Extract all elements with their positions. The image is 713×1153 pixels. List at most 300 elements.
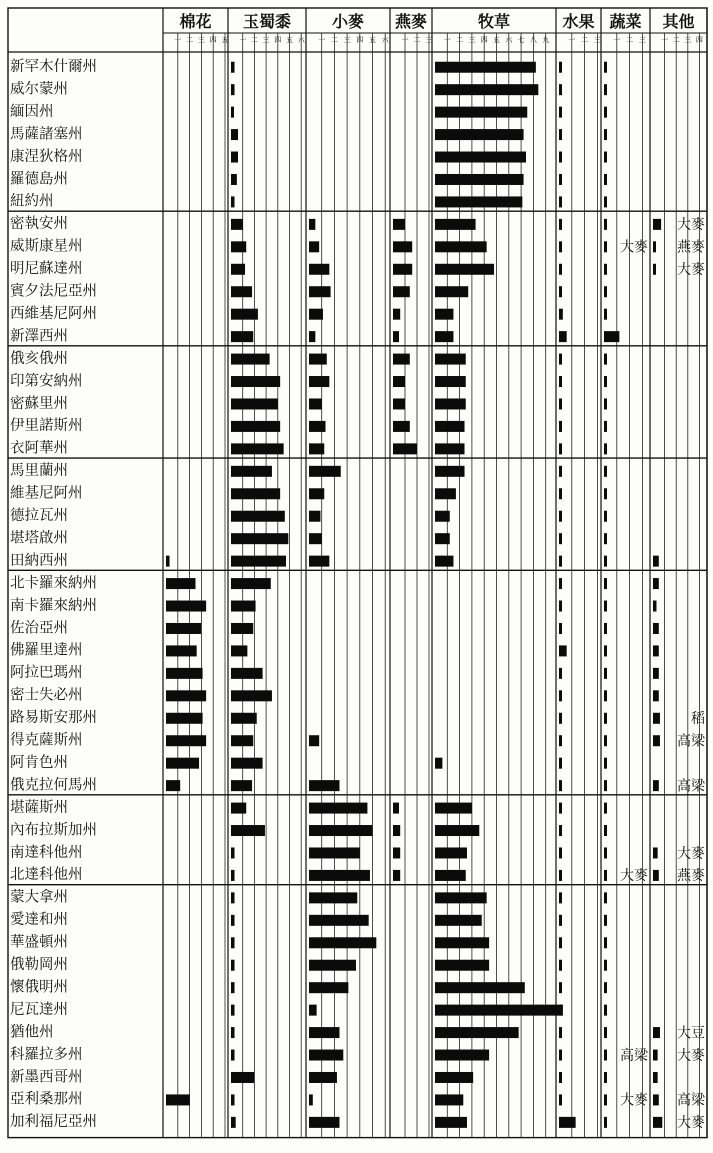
bar-cotton: [166, 1094, 190, 1105]
bar-veg: [604, 107, 607, 118]
bar-fruit: [559, 1094, 562, 1105]
state-label: 蒙大拿州: [10, 889, 68, 906]
bar-other: [653, 1094, 659, 1105]
bar-oats: [393, 421, 410, 432]
bar-corn: [231, 309, 258, 320]
bar-wheat: [309, 309, 323, 320]
bar-fruit: [559, 578, 562, 589]
bar-oats: [393, 398, 405, 409]
tick-label-wheat: 五: [369, 36, 376, 44]
tick-label-other: 四: [695, 36, 703, 44]
bar-oats: [393, 264, 412, 275]
bar-cotton: [166, 556, 170, 567]
bar-wheat: [309, 556, 329, 567]
bar-veg: [604, 847, 607, 858]
tick-label-cotton: 四: [209, 36, 217, 44]
bar-fruit: [559, 286, 562, 297]
bar-corn: [231, 286, 252, 297]
bar-fruit: [559, 421, 562, 432]
bar-fruit: [559, 1050, 562, 1061]
state-label: 俄克拉何馬州: [10, 777, 97, 794]
tick-label-hay: 七: [517, 36, 525, 44]
bar-wheat: [309, 443, 324, 454]
tick-label-hay: 二: [456, 36, 464, 44]
bar-corn: [231, 1050, 235, 1061]
bar-oats: [393, 825, 400, 836]
column-title-cotton: 棉花: [179, 12, 212, 31]
tick-label-wheat: 二: [330, 36, 338, 44]
state-label: 德拉瓦州: [10, 508, 68, 524]
bar-veg: [604, 960, 607, 971]
bar-hay: [435, 376, 466, 387]
bar-hay: [435, 421, 465, 432]
bar-veg: [604, 735, 607, 746]
tick-label-veg: 一: [613, 36, 621, 44]
bar-other: [653, 1117, 662, 1128]
bar-corn: [231, 578, 271, 589]
bar-fruit: [559, 668, 562, 679]
bar-veg: [604, 982, 607, 993]
state-label: 威斯康星州: [10, 238, 83, 255]
state-label: 田納西州: [10, 552, 68, 569]
bar-other: [653, 780, 659, 791]
state-label: 新墨西哥州: [10, 1069, 83, 1086]
state-label: 南達科他州: [10, 844, 83, 861]
column-title-oats: 燕麥: [394, 12, 428, 31]
state-label: 加利福尼亞州: [10, 1114, 97, 1131]
tick-label-cotton: 一: [174, 36, 182, 44]
bar-fruit: [559, 264, 562, 275]
bar-corn: [231, 713, 257, 724]
bar-fruit: [559, 1072, 562, 1083]
bar-hay: [435, 1027, 519, 1038]
bar-hay: [435, 982, 525, 993]
bar-other: [653, 556, 659, 567]
bar-corn: [231, 443, 284, 454]
annotation-other: 大麥: [677, 845, 705, 862]
bar-fruit: [559, 735, 562, 746]
bar-other: [653, 601, 656, 612]
tick-label-other: 二: [672, 36, 680, 44]
tick-label-corn: 六: [297, 36, 305, 44]
bar-other: [653, 668, 659, 679]
bar-wheat: [309, 1050, 343, 1061]
bar-fruit: [559, 174, 562, 185]
bar-veg: [604, 264, 607, 275]
annotation-other: 燕麥: [677, 239, 705, 256]
bar-oats: [393, 309, 400, 320]
state-label: 西維基尼阿州: [10, 305, 97, 322]
bar-fruit: [559, 803, 562, 814]
bar-wheat: [309, 780, 339, 791]
bar-hay: [435, 511, 450, 522]
bar-veg: [604, 309, 607, 320]
bar-fruit: [559, 331, 567, 342]
bar-fruit: [559, 825, 562, 836]
bar-cotton: [166, 601, 206, 612]
bar-cotton: [166, 735, 206, 746]
annotation-other: 大麥: [677, 1047, 705, 1064]
bar-fruit: [559, 196, 562, 207]
bar-fruit: [559, 84, 562, 95]
bar-fruit: [559, 1027, 562, 1038]
bar-veg: [604, 937, 607, 948]
tick-label-other: 一: [661, 36, 669, 44]
bar-fruit: [559, 488, 562, 499]
bar-other: [653, 847, 658, 858]
state-label: 伊里諾斯州: [10, 418, 83, 435]
column-title-veg: 蔬菜: [609, 12, 642, 31]
bar-corn: [231, 62, 235, 73]
bar-fruit: [559, 758, 562, 769]
bar-hay: [435, 398, 466, 409]
bar-other: [653, 219, 661, 230]
bar-other: [653, 264, 656, 275]
state-label: 尼瓦達州: [10, 1001, 68, 1018]
bar-corn: [231, 982, 235, 993]
tick-label-oats: 二: [413, 36, 421, 44]
bar-veg: [604, 466, 607, 477]
bar-other: [653, 1050, 658, 1061]
bar-veg: [604, 331, 619, 342]
tick-label-hay: 九: [542, 36, 550, 44]
bar-corn: [231, 421, 280, 432]
bar-veg: [604, 1027, 607, 1038]
bar-fruit: [559, 623, 562, 634]
state-label: 北卡羅來納州: [10, 575, 97, 592]
bar-hay: [435, 196, 522, 207]
bar-other: [653, 1072, 658, 1083]
bar-fruit: [559, 62, 562, 73]
bar-veg: [604, 196, 607, 207]
column-title-hay: 牧草: [477, 12, 511, 31]
bar-corn: [231, 196, 235, 207]
bar-hay: [435, 960, 489, 971]
bar-corn: [231, 331, 253, 342]
annotation-veg: 大麥: [620, 239, 648, 256]
bar-hay: [435, 286, 468, 297]
bar-corn: [231, 735, 253, 746]
tick-label-veg: 二: [626, 36, 634, 44]
bar-veg: [604, 668, 607, 679]
bar-hay: [435, 1005, 563, 1016]
state-label: 密蘇里州: [10, 395, 68, 412]
state-label: 新澤西州: [10, 328, 68, 345]
bar-wheat: [309, 331, 315, 342]
bar-corn: [231, 398, 278, 409]
bar-corn: [231, 668, 263, 679]
bar-hay: [435, 241, 487, 252]
bar-hay: [435, 174, 524, 185]
bar-wheat: [309, 1005, 317, 1016]
bar-veg: [604, 1005, 607, 1016]
bar-corn: [231, 601, 256, 612]
bar-wheat: [309, 735, 319, 746]
bar-veg: [604, 578, 607, 589]
state-label: 緬因州: [10, 103, 54, 120]
tick-label-wheat: 四: [356, 36, 364, 44]
bar-corn: [231, 264, 245, 275]
bar-cotton: [166, 668, 203, 679]
bar-other: [653, 645, 659, 656]
bar-other: [653, 623, 659, 634]
bar-hay: [435, 937, 489, 948]
bar-fruit: [559, 241, 562, 252]
tick-label-other: 三: [684, 36, 692, 44]
bar-cotton: [166, 578, 196, 589]
state-label: 阿肯色州: [10, 754, 68, 771]
state-label: 維基尼阿州: [10, 485, 83, 502]
tick-label-wheat: 三: [343, 36, 351, 44]
bar-wheat: [309, 421, 326, 432]
bar-wheat: [309, 1072, 337, 1083]
bar-corn: [231, 937, 235, 948]
bar-wheat: [309, 241, 319, 252]
bar-hay: [435, 309, 453, 320]
bar-veg: [604, 690, 607, 701]
bar-wheat: [309, 264, 329, 275]
bar-fruit: [559, 152, 562, 163]
bar-corn: [231, 511, 285, 522]
tick-label-hay: 四: [480, 36, 488, 44]
bar-veg: [604, 443, 607, 454]
bar-wheat: [309, 937, 376, 948]
bar-hay: [435, 915, 482, 926]
tick-label-fruit: 三: [593, 36, 601, 44]
tick-label-fruit: 一: [568, 36, 576, 44]
bar-hay: [435, 152, 526, 163]
bar-cotton: [166, 758, 199, 769]
bar-veg: [604, 556, 607, 567]
bar-hay: [435, 62, 536, 73]
tick-label-corn: 二: [250, 36, 258, 44]
tick-label-hay: 八: [529, 36, 537, 44]
state-label: 明尼蘇達州: [10, 261, 83, 278]
state-label: 堪塔啟州: [10, 530, 68, 547]
bar-hay: [435, 264, 494, 275]
bar-corn: [231, 129, 238, 140]
bar-fruit: [559, 937, 562, 948]
bar-corn: [231, 241, 246, 252]
state-label: 華盛頓州: [10, 934, 68, 951]
bar-cotton: [166, 713, 203, 724]
state-label: 羅德島州: [10, 171, 68, 188]
bar-corn: [231, 960, 235, 971]
bar-corn: [231, 780, 252, 791]
state-label: 懷俄明州: [10, 979, 68, 996]
bar-corn: [231, 870, 235, 881]
bar-cotton: [166, 623, 201, 634]
bar-corn: [231, 84, 235, 95]
bar-hay: [435, 129, 524, 140]
bar-corn: [231, 1117, 236, 1128]
bar-corn: [231, 219, 243, 230]
bar-wheat: [309, 915, 369, 926]
bar-cotton: [166, 645, 197, 656]
bar-veg: [604, 241, 607, 252]
column-title-wheat: 小麥: [331, 12, 365, 31]
bar-hay: [435, 1117, 467, 1128]
bar-fruit: [559, 511, 562, 522]
bar-hay: [435, 107, 527, 118]
bar-wheat: [309, 398, 322, 409]
bar-fruit: [559, 601, 562, 612]
bar-fruit: [559, 713, 562, 724]
tick-label-oats: 三: [425, 36, 433, 44]
bar-veg: [604, 915, 607, 926]
bar-veg: [604, 825, 607, 836]
bar-hay: [435, 870, 466, 881]
state-label: 路易斯安那州: [10, 710, 97, 727]
bar-fruit: [559, 354, 562, 365]
bar-cotton: [166, 780, 180, 791]
bar-fruit: [559, 690, 562, 701]
bar-veg: [604, 286, 607, 297]
bar-fruit: [559, 982, 562, 993]
bar-fruit: [559, 107, 562, 118]
tick-label-oats: 一: [401, 36, 409, 44]
state-label: 佐治亞州: [10, 620, 68, 637]
bar-corn: [231, 354, 270, 365]
bar-fruit: [559, 556, 562, 567]
state-label: 密執安州: [10, 216, 68, 233]
column-title-corn: 玉蜀黍: [242, 12, 292, 31]
bar-oats: [393, 241, 412, 252]
state-label: 南卡羅來納州: [10, 597, 97, 614]
annotation-other: 大麥: [677, 1115, 705, 1132]
annotation-other: 高梁: [677, 1092, 705, 1109]
state-label: 愛達和州: [10, 912, 68, 929]
bar-fruit: [559, 847, 562, 858]
bar-hay: [435, 556, 453, 567]
bar-hay: [435, 466, 465, 477]
bar-wheat: [309, 960, 356, 971]
bar-hay: [435, 331, 453, 342]
state-label: 印第安納州: [10, 373, 83, 390]
tick-label-corn: 五: [286, 36, 293, 44]
state-label: 康涅狄格州: [10, 148, 83, 165]
bar-wheat: [309, 286, 331, 297]
bar-corn: [231, 623, 253, 634]
bar-corn: [231, 690, 272, 701]
annotation-veg: 大麥: [620, 1092, 648, 1109]
bar-hay: [435, 825, 479, 836]
bar-veg: [604, 623, 607, 634]
bar-hay: [435, 1050, 489, 1061]
bar-hay: [435, 354, 466, 365]
tick-label-cotton: 二: [186, 36, 194, 44]
bar-veg: [604, 1050, 607, 1061]
bar-wheat: [309, 466, 341, 477]
bar-oats: [393, 870, 400, 881]
bar-fruit: [559, 376, 562, 387]
bar-corn: [231, 825, 265, 836]
tick-label-cotton: 五: [221, 36, 229, 44]
bar-other: [653, 870, 659, 881]
bar-veg: [604, 511, 607, 522]
bar-other: [653, 578, 659, 589]
bar-veg: [604, 488, 607, 499]
bar-other: [653, 735, 660, 746]
bar-corn: [231, 533, 288, 544]
bar-fruit: [559, 533, 562, 544]
bar-oats: [393, 286, 410, 297]
bar-hay: [435, 219, 476, 230]
bar-veg: [604, 892, 607, 903]
annotation-other: 稻: [691, 711, 705, 728]
bar-veg: [604, 376, 607, 387]
bar-veg: [604, 219, 607, 230]
state-label: 紐約州: [10, 193, 54, 210]
state-label: 亞利桑那州: [10, 1091, 83, 1108]
state-label: 馬里蘭州: [10, 463, 68, 480]
state-label: 內布拉斯加州: [10, 822, 97, 839]
bar-veg: [604, 84, 607, 95]
annotation-other: 燕麥: [677, 868, 705, 885]
bar-veg: [604, 354, 607, 365]
state-label: 俄亥俄州: [10, 350, 68, 367]
bar-fruit: [559, 398, 562, 409]
bar-veg: [604, 1117, 607, 1128]
bar-fruit: [559, 915, 562, 926]
tick-label-hay: 五: [493, 36, 500, 44]
annotation-other: 大豆: [677, 1025, 705, 1042]
bar-other: [653, 1027, 660, 1038]
bar-wheat: [309, 1027, 339, 1038]
bar-corn: [231, 174, 237, 185]
bar-fruit: [559, 1005, 562, 1016]
bar-hay: [435, 892, 487, 903]
bar-veg: [604, 803, 607, 814]
bar-fruit: [559, 780, 562, 791]
bar-other: [653, 241, 656, 252]
bar-corn: [231, 488, 280, 499]
column-title-other: 其他: [662, 12, 695, 31]
bar-hay: [435, 84, 538, 95]
bar-fruit: [559, 129, 562, 140]
annotation-other: 大麥: [677, 217, 705, 234]
bar-hay: [435, 758, 442, 769]
tick-label-corn: 一: [239, 36, 247, 44]
bar-veg: [604, 645, 607, 656]
bar-hay: [435, 533, 450, 544]
bar-corn: [231, 376, 280, 387]
tick-label-hay: 一: [443, 36, 451, 44]
bar-fruit: [559, 892, 562, 903]
bar-wheat: [309, 1117, 339, 1128]
bar-corn: [231, 107, 234, 118]
annotation-other: 高梁: [677, 778, 705, 795]
bar-corn: [231, 645, 247, 656]
bar-wheat: [309, 982, 348, 993]
bar-hay: [435, 847, 467, 858]
state-label: 佛羅里達州: [10, 642, 83, 659]
bar-wheat: [309, 1094, 313, 1105]
bar-fruit: [559, 870, 562, 881]
bar-veg: [604, 62, 607, 73]
bar-other: [653, 690, 659, 701]
bar-wheat: [309, 219, 315, 230]
bar-corn: [231, 1072, 254, 1083]
bar-hay: [435, 488, 456, 499]
state-label: 猶他州: [10, 1024, 54, 1041]
bar-oats: [393, 803, 399, 814]
bar-hay: [435, 1072, 473, 1083]
bar-wheat: [309, 354, 327, 365]
bar-wheat: [309, 892, 357, 903]
state-label: 俄勒岡州: [10, 957, 68, 973]
bar-hay: [435, 1094, 463, 1105]
